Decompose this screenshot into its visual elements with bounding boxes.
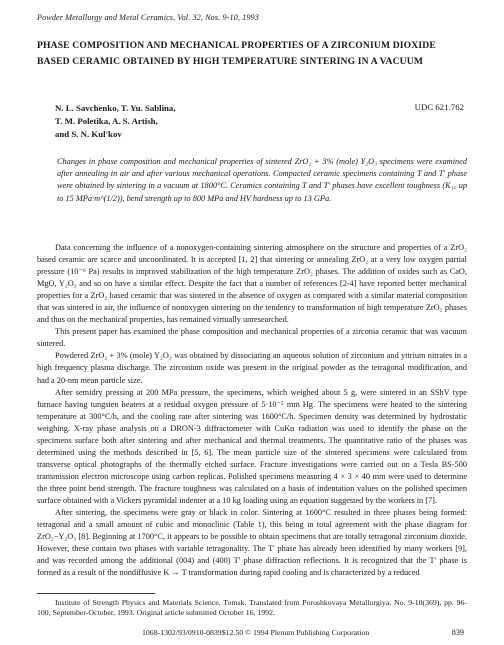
author-line: N. L. Savchenko, T. Yu. Sablina, — [55, 103, 176, 113]
body-paragraph: Powdered ZrO₂ + 3% (mole) Y₂O₃ was obtained by dissociating an aqueous solution of zirconium and yttrium nitrates in a high frequency plasma discharge. The zirconium oxide was present in the original powder as the tetragonal modification, and had a 20-nm mean particle size. — [37, 351, 467, 385]
body-paragraph: After sintering, the specimens were gray or black in color. Sintering at 1600°C resulted in three phases being formed: tetragonal and a small amount of cubic and monoclinic (Table 1), this being in total agreement with the phase diagram for ZrO₂−Y₂O₃ [8]. Beginning at 1700°C, it appears to be possible to obtain specimens that are totally tetragonal zirconium dioxide. However, these contain two phases with variable tetragonality. The T' phase has already been identified by many workers [9], and was recorded among the additional (004) and (400) T' phase diffraction reflections. It is recognized that the T' phase is formed as a result of the nondiffusive K → T transformation during rapid cooling and is characterized by a reduced — [37, 508, 467, 578]
copyright-line: 1068-1302/93/0910-0839$12.50 © 1994 Plenum Publishing Corporation — [142, 628, 370, 637]
body-paragraph: Data concerning the influence of a nonoxygen-containing sintering atmosphere on the structure and properties of a ZrO₂ based ceramic are scarce and uncoordinated. It is accepted [1, 2] that sintering or annealing ZrO₂ at a very low oxygen partial pressure (10⁻⁶ Pa) results in improved stabilization of the high temperature ZrO₂ phases. The addition of oxides such as CaO, MgO, Y₂O₃ and so on have a similar effect. Despite the fact that a number of references [2-4] have reported better mechanical properties for a ZrO₂ based ceramic that was sintered in the absence of oxygen as compared with a similar material composition that was sintered in air, the influence of nonoxygen sintering on the tendency to transformation of high temperature ZrO₂ phases and thus on the mechanical properties, has remained virtually unresearched. — [37, 243, 467, 325]
footnote: Institute of Strength Physics and Materials Science, Tomsk. Translated from Poroshkovaya Metallurgiya, No. 9-10(369), pp. 96-100, September-October, 1993. Original article submitted October 16, 1992. — [37, 598, 467, 618]
author-list — [55, 102, 355, 141]
page-number: 839 — [451, 628, 464, 637]
article-title: PHASE COMPOSITION AND MECHANICAL PROPERTIES OF A ZIRCONIUM DIOXIDE BASED CERAMIC OBTAINED BY HIGH TEMPERATURE SINTERING IN A VACUUM — [37, 40, 436, 67]
body-paragraph: This present paper has examined the phase composition and mechanical properties of a zirconia ceramic that was vacuum sintered. — [37, 327, 467, 349]
body-paragraph: After semidry pressing at 200 MPa pressure, the specimens, which weighed about 5 g, were sintered in an SShV type furnace having tungsten heaters at a residual oxygen pressure of 5·10⁻⁵ mm Hg. The specimens were heated to the sintering temperature at 300°C/h, and the cooling rate after sintering was 1600°C/h. Specimen density was determined by hydrostatic weighing. X-ray phase analysis on a DRON-3 diffractometer with CuKα radiation was used to identify the phase on the specimens surface both after sintering and after mechanical and thermal treatments. The quantitative ratio of the phases was determined using the methods described in [5, 6]. The mean particle size of the sintered specimens were calculated from transverse optical photographs of the thermally etched surface. Fracture investigations were carried out on a Tesla BS-500 transmission electron microscope using carbon replicas. Polished specimens measuring 4 × 3 × 40 mm were used to determine the three point bend strength. The fracture toughness was calculated on a basis of indentation values on the polished specimen surface obtained with a Vickers pyramidal indenter at a 10 kg loading using an equation suggested by the workers in [7]. — [37, 387, 467, 505]
author-line: and S. N. Kul'kov — [55, 129, 122, 139]
article-body — [37, 242, 467, 579]
journal-header: Powder Metallurgy and Metal Ceramics, Vol. 32, Nos. 9-10, 1993 — [37, 13, 259, 22]
udc-code: UDC 621.762 — [414, 102, 464, 112]
author-line: T. M. Poletika, A. S. Artish, — [55, 116, 158, 126]
abstract: Changes in phase composition and mechanical properties of sintered ZrO₂ + 3% (mole) Y₂O₃ specimens were examined after annealing in air and after various mechanical operations. Compacted ceramic specimens containing T and T' phase were obtained by sintering in a vacuum at 1800°C. Ceramics containing T and T' phases have excellent toughness (K₁꜀ up to 15 MPa·m^(1/2)), bend strength up to 800 MPa and HV hardness up to 13 GPa. — [57, 157, 467, 203]
footnote-divider — [37, 593, 155, 594]
